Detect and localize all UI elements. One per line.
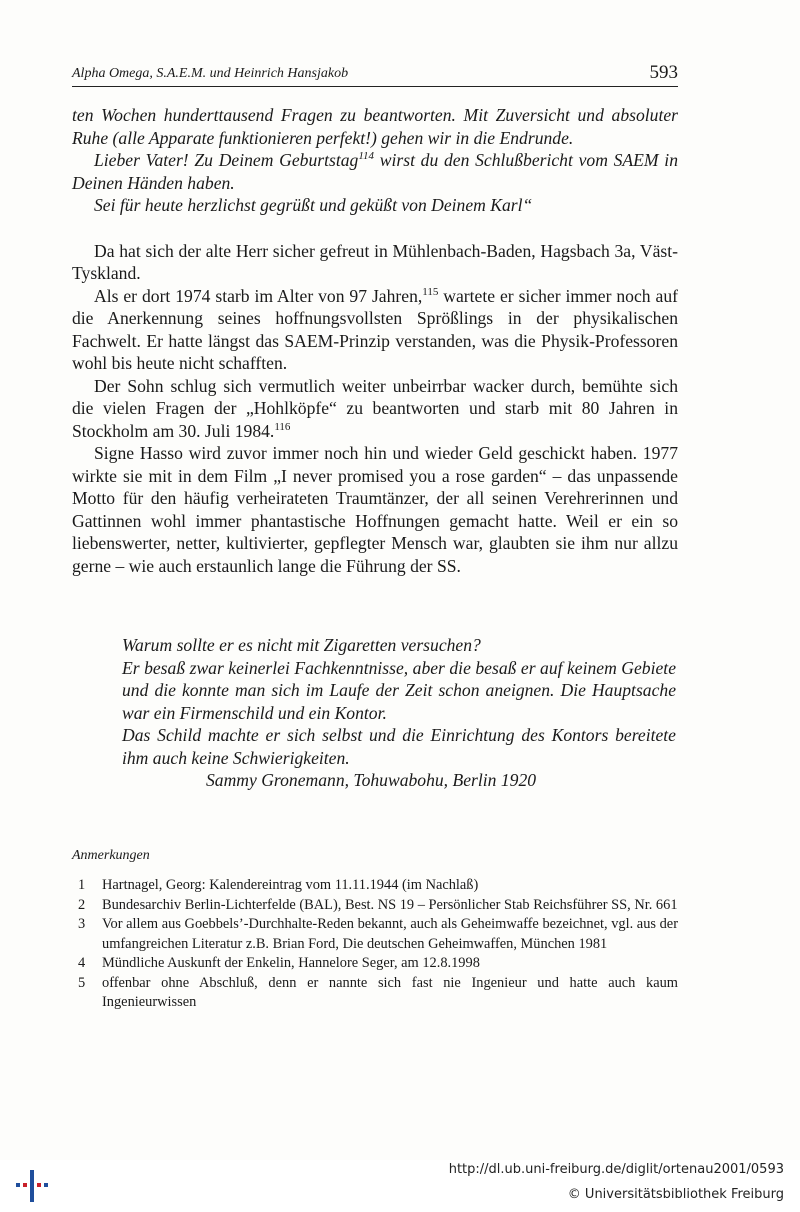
notes-list [72,876,678,1013]
permalink-url[interactable]: http://dl.ub.uni-freiburg.de/diglit/ortenau2001/0593 [448,1162,784,1177]
note-text: Vor allem aus Goebbels’-Durchhalte-Reden bekannt, auch als Geheimwaffe bezeichnet, vgl. aus der umfangreichen Literatur z.B. Brian Ford, Die deutschen Geheimwaffen, München 1981 [102,916,678,952]
letter-line-1: ten Wochen hunderttausend Fragen zu beantworten. Mit Zuversicht und absoluter Ruhe (alle Apparate funktionieren perfekt!) gehen wir in die Endrunde. [72,105,678,148]
main-text [72,104,678,577]
footnote-ref-115: 115 [422,285,439,298]
note-item [72,915,678,954]
note-number: 2 [78,896,86,913]
note-number: 1 [78,877,86,893]
quote-line-2: Er besaß zwar keinerlei Fachkenntnisse, aber die besaß er auf keinem Gebiete und die konnte man sich im Laufe der Zeit schon aneignen. Die Hauptsache war ein Firmenschild und ein Kontor. [122,657,676,723]
paragraph-2 [72,285,678,375]
note-item [72,954,678,974]
letter-line-2-text-a: Lieber Vater! Zu Deinem Geburtstag [94,150,359,170]
note-item [72,974,678,1013]
footnote-ref-116: 116 [274,420,291,433]
note-item [72,896,678,916]
note-number: 3 [78,916,86,932]
letter-line-3: Sei für heute herzlichst gegrüßt und geküßt von Deinem Karl“ [94,195,533,215]
quote-line-1: Warum sollte er es nicht mit Zigaretten versuchen? [122,635,481,655]
quote-line-3: Das Schild machte er sich selbst und die Einrichtung des Kontors bereitete ihm auch keine Schwierigkeiten. [122,725,676,768]
epigraph-quote [122,634,676,792]
running-header [72,60,678,87]
paragraph-1: Da hat sich der alte Herr sicher gefreut in Mühlenbach-Baden, Hagsbach 3a, Väst-Tyskland. [72,240,678,283]
note-text: Bundesarchiv Berlin-Lichterfelde (BAL), Best. NS 19 – Persönlicher Stab Reichsführer SS, Nr. 661 [102,896,678,913]
page-number: 593 [649,62,678,83]
note-number: 5 [78,974,86,991]
ub-freiburg-logo-icon [12,1166,52,1206]
running-title: Alpha Omega, S.A.E.M. und Heinrich Hansjakob [72,66,349,81]
notes-heading: Anmerkungen [72,848,150,863]
paragraph-2-text-b: wartete er sicher immer noch auf die Anerkennung seines hoffnungsvollsten Sprößlings in der physikalischen Fachwelt. Er hatte längst das SAEM-Prinzip verstanden, was die Physik-Professoren wohl bis heute nicht schafften. [72,285,678,373]
note-text: Mündliche Auskunft der Enkelin, Hannelore Seger, am 12.8.1998 [102,955,480,971]
paragraph-4: Signe Hasso wird zuvor immer noch hin und wieder Geld geschickt haben. 1977 wirkte sie mit in dem Film „I never promised you a rose garden“ – das unpassende Motto für den häufig verheirateten Traumtänzer, der all seinen Verehrerinnen und Gattinnen wohl immer phantastische Hoffnungen gemacht hatte. Weil er ein so liebenswerter, netter, kultivierter, gepflegter Mensch war, glaubten sie ihm nur allzu gerne – wie auch erstaunlich lange die Führung der SS. [72,443,678,576]
note-text: Hartnagel, Georg: Kalendereintrag vom 11.11.1944 (im Nachlaß) [102,877,479,893]
copyright-notice: © Universitätsbibliothek Freiburg [567,1187,784,1202]
quote-source: Sammy Gronemann, Tohuwabohu, Berlin 1920 [206,770,537,790]
paragraph-3 [72,375,678,443]
paragraph-2-text-a: Als er dort 1974 starb im Alter von 97 Jahren, [94,285,423,306]
letter-line-2-text-b: wirst du den Schlußbericht vom SAEM in Deinen Händen haben. [72,150,678,193]
note-item [72,876,678,896]
footnote-ref-114: 114 [358,150,375,163]
viewer-footer [0,1160,800,1212]
note-number: 4 [78,955,86,971]
note-text: offenbar ohne Abschluß, denn er nannte sich fast nie Ingenieur und hatte auch kaum Ingenieurwissen [102,974,678,1010]
paragraph-3-text: Der Sohn schlug sich vermutlich weiter unbeirrbar wacker durch, bemühte sich die vielen Fragen der „Hohlköpfe“ zu beantworten und starb mit 80 Jahren in Stockholm am 30. Juli 1984. [72,375,678,441]
letter-line-2 [72,149,678,194]
